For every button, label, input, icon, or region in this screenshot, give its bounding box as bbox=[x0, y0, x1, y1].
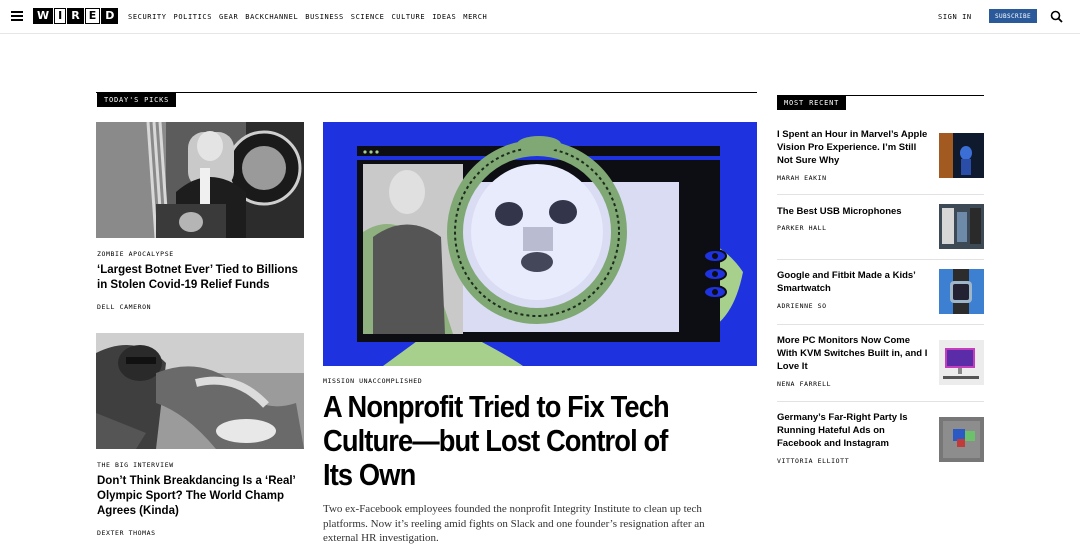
recent-story-title[interactable]: More PC Monitors Now Come With KVM Switches Built in, and I Love It bbox=[777, 335, 928, 372]
recent-story-thumbnail[interactable] bbox=[939, 340, 984, 385]
story-kicker: ZOMBIE APOCALYPSE bbox=[97, 250, 174, 258]
breakdancing-story-image[interactable] bbox=[96, 333, 304, 449]
feature-dek: Two ex-Facebook employees founded the nonprofit Integrity Institute to clean up tech platforms. Now it’s reeling amid fights on Slack and one founder’s resignation after an external HR investigation. bbox=[323, 503, 705, 544]
wired-logo[interactable]: W I R E D bbox=[33, 8, 118, 24]
nav-link-backchannel[interactable]: BACKCHANNEL bbox=[245, 13, 299, 21]
list-divider bbox=[777, 401, 984, 402]
recent-story-author[interactable]: NENA FARRELL bbox=[777, 380, 832, 388]
recent-story-item[interactable] bbox=[777, 205, 984, 255]
nav-link-security[interactable]: SECURITY bbox=[128, 13, 167, 21]
recent-story-thumbnail[interactable] bbox=[939, 417, 984, 462]
section-nav bbox=[128, 13, 487, 21]
recent-story-title[interactable]: I Spent an Hour in Marvel’s Apple Vision Pro Experience. I’m Still Not Sure Why bbox=[777, 129, 928, 166]
sign-in-link[interactable]: SIGN IN bbox=[938, 13, 972, 21]
list-divider bbox=[777, 259, 984, 260]
search-icon[interactable] bbox=[1050, 10, 1063, 23]
nav-link-business[interactable]: BUSINESS bbox=[305, 13, 344, 21]
nav-link-merch[interactable]: MERCH bbox=[463, 13, 488, 21]
recent-story-item[interactable] bbox=[777, 334, 984, 390]
top-navigation-bar bbox=[0, 0, 1080, 34]
feature-kicker: MISSION UNACCOMPLISHED bbox=[323, 377, 423, 385]
subscribe-button[interactable]: SUBSCRIBE bbox=[989, 9, 1037, 23]
feature-headline[interactable]: A Nonprofit Tried to Fix Tech Culture—but Lost Control of Its Own bbox=[323, 389, 669, 492]
story-author[interactable]: DELL CAMERON bbox=[97, 303, 152, 311]
story-headline[interactable]: ‘Largest Botnet Ever’ Tied to Billions in Stolen Covid-19 Relief Funds bbox=[97, 264, 298, 291]
recent-story-thumbnail[interactable] bbox=[939, 204, 984, 249]
recent-story-title[interactable]: Germany’s Far-Right Party Is Running Hateful Ads on Facebook and Instagram bbox=[777, 412, 908, 449]
list-divider bbox=[777, 324, 984, 325]
recent-story-item[interactable] bbox=[777, 269, 984, 319]
recent-story-item[interactable] bbox=[777, 411, 984, 465]
recent-story-item[interactable] bbox=[777, 128, 984, 188]
recent-story-author[interactable]: VITTORIA ELLIOTT bbox=[777, 457, 850, 465]
most-recent-label: MOST RECENT bbox=[777, 96, 846, 110]
nav-link-ideas[interactable]: IDEAS bbox=[432, 13, 457, 21]
nav-link-culture[interactable]: CULTURE bbox=[391, 13, 426, 21]
list-divider bbox=[777, 194, 984, 195]
recent-story-author[interactable]: PARKER HALL bbox=[777, 224, 827, 232]
recent-story-title[interactable]: The Best USB Microphones bbox=[777, 206, 902, 217]
breakdancer-photo bbox=[96, 333, 304, 449]
recent-story-author[interactable]: MARAH EAKIN bbox=[777, 174, 827, 182]
story-kicker: THE BIG INTERVIEW bbox=[97, 461, 174, 469]
story-author[interactable]: DEXTER THOMAS bbox=[97, 529, 156, 537]
recent-story-thumbnail[interactable] bbox=[939, 133, 984, 178]
botnet-story-image[interactable] bbox=[96, 122, 304, 238]
press-conference-photo bbox=[96, 122, 304, 238]
story-headline[interactable]: Don’t Think Breakdancing Is a ‘Real’ Olympic Sport? The World Champ Agrees (Kinda) bbox=[97, 475, 296, 517]
nav-link-science[interactable]: SCIENCE bbox=[350, 13, 385, 21]
hamburger-icon[interactable] bbox=[11, 11, 23, 21]
todays-picks-label: TODAY'S PICKS bbox=[97, 93, 176, 107]
recent-story-title[interactable]: Google and Fitbit Made a Kids’ Smartwatch bbox=[777, 270, 916, 294]
section-rule bbox=[96, 92, 757, 93]
ouroboros-illustration bbox=[323, 122, 757, 366]
nav-link-politics[interactable]: POLITICS bbox=[173, 13, 213, 21]
feature-story-image[interactable] bbox=[323, 122, 757, 366]
recent-story-author[interactable]: ADRIENNE SO bbox=[777, 302, 827, 310]
nav-link-gear[interactable]: GEAR bbox=[219, 13, 239, 21]
recent-story-thumbnail[interactable] bbox=[939, 269, 984, 314]
